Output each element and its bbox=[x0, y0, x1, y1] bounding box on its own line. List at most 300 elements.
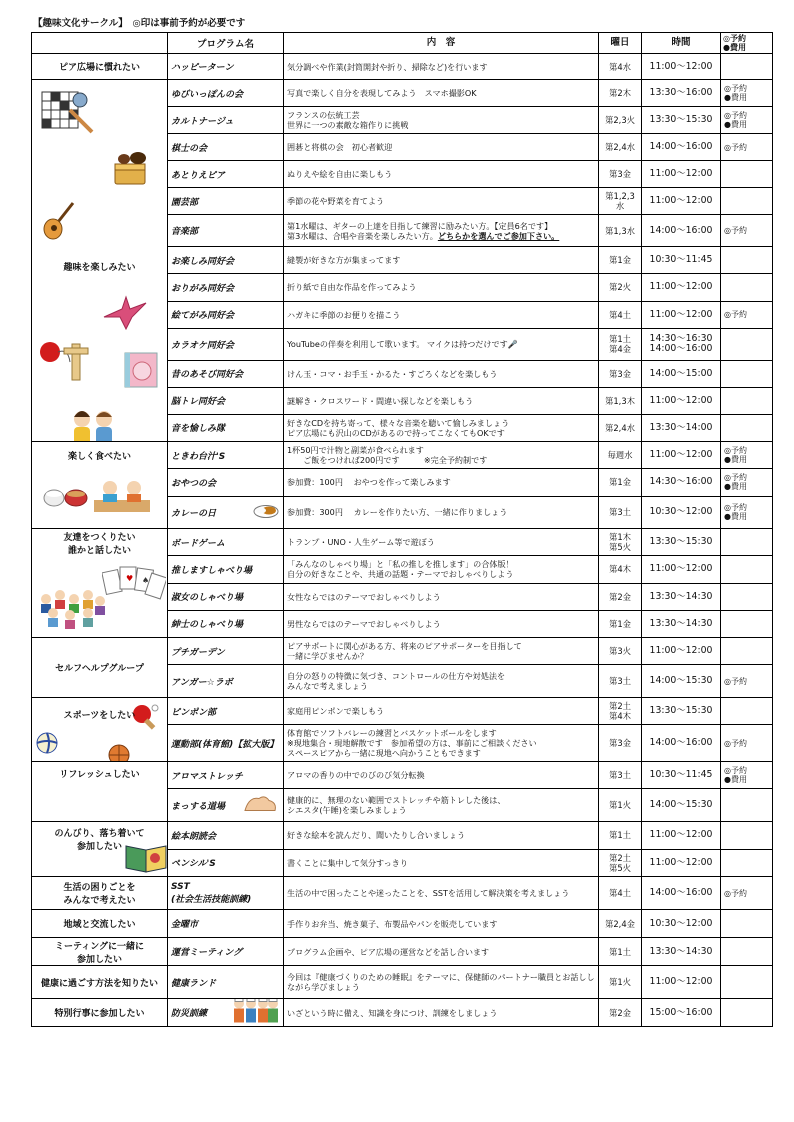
program-description: 男性ならではのテーマでおしゃべりしよう bbox=[287, 618, 441, 629]
category-label: 健康に過ごす方法を知りたい bbox=[40, 978, 158, 989]
program-name: あとりえピア bbox=[171, 170, 226, 181]
drill-illustration bbox=[231, 999, 279, 1027]
program-description: 健康的に、無理のない範囲でストレッチや筋トレした後は、 シエスタ(午睡)を楽しみましょう bbox=[287, 795, 506, 816]
program-description-cell bbox=[284, 442, 599, 469]
program-note-cell bbox=[721, 469, 773, 496]
program-day-cell bbox=[599, 161, 642, 188]
program-note-cell bbox=[721, 910, 773, 938]
program-description: 第1水曜は、ギターの上達を目指して練習に励みたい方。【定員6名です】 第3水曜は、合唱や音楽を楽しみたい方。 bbox=[287, 220, 553, 241]
program-description-cell bbox=[284, 414, 599, 441]
program-description-cell bbox=[284, 877, 599, 910]
program-name: ピンポン部 bbox=[171, 707, 217, 718]
program-time-cell bbox=[642, 161, 721, 188]
program-description-cell bbox=[284, 665, 599, 698]
program-note-cell bbox=[721, 529, 773, 556]
program-day: 第4土 bbox=[608, 309, 632, 320]
program-time: 14:00～15:00 bbox=[649, 367, 713, 379]
program-day: 第3金 bbox=[608, 738, 632, 749]
program-name: おやつの会 bbox=[171, 478, 217, 489]
program-time-cell bbox=[642, 414, 721, 441]
program-description: フランスの伝統工芸 世界に一つの素敵な箱作りに挑戦 bbox=[287, 110, 409, 131]
header-note-text: ◎予約 ●費用 bbox=[723, 34, 746, 52]
program-time-cell bbox=[642, 301, 721, 328]
program-time: 11:00～12:00 bbox=[649, 645, 713, 657]
program-note: ◎予約 bbox=[724, 226, 747, 236]
program-name-cell bbox=[168, 789, 284, 822]
cards-illustration bbox=[102, 563, 166, 604]
category-label: ミーティングに一緒に 参加したい bbox=[54, 941, 145, 965]
program-description-cell bbox=[284, 328, 599, 360]
program-day: 第1土 bbox=[608, 830, 632, 841]
program-day-cell bbox=[599, 556, 642, 583]
program-time: 10:30～11:45 bbox=[649, 254, 713, 266]
program-name-cell bbox=[168, 387, 284, 414]
program-time-cell bbox=[642, 247, 721, 274]
program-day-cell bbox=[599, 725, 642, 762]
cooks-illustration bbox=[92, 478, 152, 517]
program-name: アロマストレッチ bbox=[171, 771, 243, 782]
program-day: 第2土 第5火 bbox=[608, 852, 632, 873]
program-note-cell bbox=[721, 215, 773, 247]
program-name: お楽しみ同好会 bbox=[171, 256, 235, 267]
program-note: ◎予約 bbox=[724, 888, 747, 898]
program-description: 手作りお弁当、焼き菓子、布製品やパンを販売しています bbox=[287, 918, 498, 929]
program-time-cell bbox=[642, 360, 721, 387]
program-day-cell bbox=[599, 583, 642, 610]
program-time-cell bbox=[642, 107, 721, 134]
program-name-cell bbox=[168, 247, 284, 274]
program-note-cell bbox=[721, 247, 773, 274]
program-note-cell bbox=[721, 610, 773, 637]
program-description: 生活の中で困ったことや迷ったことを、SSTを活用して解決策を考えましょう bbox=[287, 888, 570, 898]
program-description: 季節の花や野菜を育てよう bbox=[287, 196, 385, 207]
program-time: 14:30～16:00 bbox=[649, 476, 713, 488]
program-note-cell bbox=[721, 999, 773, 1027]
program-description: 1杯50円で汁物と副菜が食べられます ご飯をつければ200円です ※完全予約制です bbox=[287, 445, 488, 466]
program-name-cell bbox=[168, 762, 284, 789]
program-note-cell bbox=[721, 107, 773, 134]
program-time: 13:30～15:30 bbox=[649, 705, 713, 717]
program-description: 囲碁と将棋の会 初心者歓迎 bbox=[287, 142, 393, 153]
program-day-cell bbox=[599, 387, 642, 414]
program-note-cell bbox=[721, 849, 773, 877]
program-day: 第3金 bbox=[608, 169, 632, 180]
program-day-cell bbox=[599, 301, 642, 328]
program-day: 第1火 bbox=[608, 800, 632, 811]
program-note: ◎予約 ●費用 bbox=[724, 473, 747, 492]
program-time: 14:00～16:00 bbox=[649, 887, 713, 898]
program-time: 14:00～15:30 bbox=[649, 675, 713, 687]
program-description-cell bbox=[284, 966, 599, 999]
muscle-illustration bbox=[243, 793, 279, 818]
program-day: 第1,2,3水 bbox=[605, 191, 635, 212]
table-row bbox=[32, 938, 773, 966]
program-description-cell bbox=[284, 638, 599, 665]
program-time-cell bbox=[642, 665, 721, 698]
program-name-cell bbox=[168, 54, 284, 80]
category-label: リフレッシュしたい bbox=[59, 770, 140, 780]
header-time: 時間 bbox=[642, 33, 721, 54]
program-time-cell bbox=[642, 469, 721, 496]
program-note-cell bbox=[721, 414, 773, 441]
program-description: 縫製が好きな方が集まってます bbox=[287, 255, 401, 266]
program-time-cell bbox=[642, 328, 721, 360]
program-description-cell bbox=[284, 849, 599, 877]
program-name: 健康ランド bbox=[171, 978, 217, 989]
program-time: 11:00～12:00 bbox=[649, 394, 713, 406]
category-cell bbox=[32, 762, 168, 822]
program-name-cell bbox=[168, 665, 284, 698]
goban-illustration bbox=[112, 150, 152, 191]
program-name-cell bbox=[168, 414, 284, 441]
program-time-cell bbox=[642, 529, 721, 556]
program-description: 好きな絵本を読んだり、聞いたりし合いましょう bbox=[287, 830, 466, 841]
program-time: 11:00～12:00 bbox=[649, 563, 713, 575]
program-day-cell bbox=[599, 638, 642, 665]
program-name: 脳トレ同好会 bbox=[171, 397, 226, 408]
program-day-cell bbox=[599, 910, 642, 938]
program-day: 第1火 bbox=[608, 977, 632, 987]
program-day-cell bbox=[599, 328, 642, 360]
table-row bbox=[32, 529, 773, 556]
program-note-cell bbox=[721, 638, 773, 665]
program-day-cell bbox=[599, 698, 642, 725]
program-day: 第1金 bbox=[608, 477, 632, 488]
program-time: 15:00～16:00 bbox=[649, 1006, 713, 1018]
program-time: 11:00～12:00 bbox=[649, 308, 713, 320]
program-time: 13:30～14:30 bbox=[649, 945, 713, 957]
program-day-cell bbox=[599, 789, 642, 822]
program-day-cell bbox=[599, 215, 642, 247]
program-description: 参加費：300円 カレーを作りたい方、一緒に作りましょう bbox=[287, 507, 508, 518]
program-name-cell bbox=[168, 80, 284, 107]
program-description: 好きなCDを持ち寄って、様々な音楽を聴いて愉しみましょう ピア広場にも沢山のCDがあるので持ってこなくてもOKです bbox=[287, 417, 510, 438]
program-name-cell bbox=[168, 274, 284, 301]
program-description: けん玉・コマ・お手玉・かるた・すごろくなどを楽しもう bbox=[287, 368, 498, 379]
program-name: 推しますしゃべり場 bbox=[171, 565, 253, 576]
table-header-row bbox=[32, 33, 773, 54]
program-time-cell bbox=[642, 556, 721, 583]
program-day: 第2,4金 bbox=[604, 918, 636, 929]
program-time: 14:00～16:00 bbox=[649, 737, 713, 749]
program-day: 毎週水 bbox=[607, 450, 633, 461]
program-time-cell bbox=[642, 725, 721, 762]
table-row bbox=[32, 698, 773, 725]
program-note: ◎予約 ●費用 bbox=[724, 503, 747, 522]
program-note: ◎予約 ●費用 bbox=[724, 766, 747, 785]
program-time-cell bbox=[642, 188, 721, 215]
category-label: 友達をつくりたい 誰かと話したい bbox=[63, 533, 136, 556]
program-note-cell bbox=[721, 442, 773, 469]
program-description: ハガキに季節のお便りを描こう bbox=[287, 309, 401, 320]
program-day: 第2土 第4木 bbox=[608, 701, 632, 722]
program-description-cell bbox=[284, 134, 599, 161]
volleyball-illustration bbox=[36, 732, 58, 757]
program-time-cell bbox=[642, 762, 721, 789]
program-name: 淑女のしゃべり場 bbox=[171, 593, 244, 604]
program-note-cell bbox=[721, 134, 773, 161]
program-time-cell bbox=[642, 822, 721, 850]
header-note bbox=[721, 33, 773, 54]
program-description-cell bbox=[284, 789, 599, 822]
program-description-cell bbox=[284, 910, 599, 938]
program-day: 第4土 bbox=[608, 888, 632, 898]
program-description: 女性ならではのテーマでおしゃべりしよう bbox=[287, 591, 441, 602]
program-description-cell bbox=[284, 725, 599, 762]
program-name: SST (社会生活技能訓練) bbox=[171, 881, 252, 905]
category-label: 生活の困りごとを みんなで考えたい bbox=[63, 883, 136, 906]
program-day-cell bbox=[599, 107, 642, 134]
category-label: ピア広場に慣れたい bbox=[58, 63, 140, 73]
program-day: 第2木 bbox=[608, 88, 632, 99]
program-day-cell bbox=[599, 54, 642, 80]
program-name-cell bbox=[168, 583, 284, 610]
program-name-cell bbox=[168, 638, 284, 665]
program-name-cell bbox=[168, 301, 284, 328]
program-day: 第1,3水 bbox=[604, 225, 636, 236]
program-name-cell bbox=[168, 215, 284, 247]
program-day-cell bbox=[599, 247, 642, 274]
program-day: 第3火 bbox=[608, 646, 632, 657]
category-cell bbox=[32, 966, 168, 999]
program-name: ペンシル'S bbox=[171, 859, 216, 870]
program-note-cell bbox=[721, 387, 773, 414]
program-description: ピアサポートに関心がある方、将来のピアサポーターを目指して 一緒に学びませんか？ bbox=[287, 641, 522, 662]
program-description-cell bbox=[284, 762, 599, 789]
program-time: 11:00～12:00 bbox=[649, 168, 713, 180]
program-note-cell bbox=[721, 496, 773, 528]
program-time: 10:30～11:45 bbox=[649, 769, 713, 781]
program-name-cell bbox=[168, 134, 284, 161]
program-name-cell bbox=[168, 442, 284, 469]
program-day: 第2金 bbox=[608, 591, 632, 602]
program-note: ◎予約 ●費用 bbox=[724, 84, 747, 103]
program-name: 運動部(体育館)【拡大版】 bbox=[171, 739, 279, 750]
program-name: 絵てがみ同好会 bbox=[171, 311, 235, 322]
program-day-cell bbox=[599, 414, 642, 441]
category-label: のんびり、落ち着いて 参加したい bbox=[54, 829, 145, 852]
program-description-cell bbox=[284, 54, 599, 80]
program-time: 11:00～12:00 bbox=[649, 856, 713, 868]
program-description: アロマの香りの中でのびのび気分転換 bbox=[287, 770, 425, 781]
table-row bbox=[32, 910, 773, 938]
program-day-cell bbox=[599, 665, 642, 698]
program-description: 書くことに集中して気分すっきり bbox=[287, 857, 408, 868]
program-description-cell bbox=[284, 274, 599, 301]
program-day: 第2金 bbox=[608, 1007, 632, 1018]
category-cell bbox=[32, 80, 168, 442]
page-header: 【趣味文化サークル】 ◎印は事前予約が必要です bbox=[33, 18, 246, 29]
program-time: 11:00～12:00 bbox=[649, 281, 713, 293]
program-name: アンガー☆ラボ bbox=[171, 677, 233, 688]
cdcase-illustration bbox=[122, 350, 160, 393]
program-time: 10:30～12:00 bbox=[649, 506, 713, 518]
program-description: 「みんなのしゃべり場」と「私の推しを推します」の合体版！ 自分の好きなことや、共通の話題・テーマでおしゃべりしよう bbox=[287, 559, 514, 580]
program-name: 昔のあそび同好会 bbox=[171, 370, 244, 381]
program-time-cell bbox=[642, 698, 721, 725]
program-name: 絵本朗読会 bbox=[171, 831, 217, 842]
program-note-cell bbox=[721, 698, 773, 725]
program-time: 11:00～12:00 bbox=[649, 449, 713, 461]
crowd-illustration bbox=[38, 585, 108, 634]
category-label: 楽しく食べたい bbox=[67, 451, 131, 462]
program-day-cell bbox=[599, 822, 642, 850]
header-category bbox=[32, 33, 168, 54]
crane-illustration bbox=[102, 295, 148, 334]
program-name-cell bbox=[168, 496, 284, 528]
program-day: 第4水 bbox=[608, 61, 632, 72]
table-row bbox=[32, 80, 773, 107]
program-day-cell bbox=[599, 80, 642, 107]
program-day-cell bbox=[599, 469, 642, 496]
program-description: 謎解き・クロスワード・間違い探しなどを楽しもう bbox=[287, 395, 474, 406]
program-time: 14:00～16:00 bbox=[649, 141, 713, 153]
program-time: 11:00～12:00 bbox=[649, 976, 713, 987]
program-name-cell bbox=[168, 938, 284, 966]
category-cell bbox=[32, 529, 168, 638]
program-description: 今回は『健康づくりのための睡眠』をテーマに、保健師のパートナー職員とお話しし ながら学びましょう bbox=[287, 972, 595, 992]
program-name-cell bbox=[168, 360, 284, 387]
table-row bbox=[32, 822, 773, 850]
header-program: プログラム名 bbox=[168, 33, 284, 54]
program-name: ときわ台汁'S bbox=[171, 451, 226, 462]
program-day-cell bbox=[599, 938, 642, 966]
program-description-cell bbox=[284, 188, 599, 215]
program-day-cell bbox=[599, 877, 642, 910]
program-note-cell bbox=[721, 274, 773, 301]
category-cell bbox=[32, 442, 168, 529]
program-name: 紳士のしゃべり場 bbox=[171, 620, 244, 631]
program-time-cell bbox=[642, 849, 721, 877]
program-day-cell bbox=[599, 529, 642, 556]
program-day-cell bbox=[599, 496, 642, 528]
program-time: 13:30～14:30 bbox=[649, 590, 713, 602]
guitar-illustration bbox=[42, 200, 76, 245]
program-note-cell bbox=[721, 822, 773, 850]
program-description: 自分の怒りの特徴に気づき、コントロールの仕方や対処法を みんなで考えましょう bbox=[287, 671, 506, 692]
program-time: 13:30～16:00 bbox=[649, 87, 713, 99]
table-row bbox=[32, 442, 773, 469]
category-cell bbox=[32, 822, 168, 877]
program-description: 気分調べや作業(封筒開封や折り、掃除など)を行います bbox=[287, 61, 488, 72]
program-note-cell bbox=[721, 966, 773, 999]
kendama-illustration bbox=[38, 338, 98, 387]
program-description-cell bbox=[284, 80, 599, 107]
program-name-cell bbox=[168, 877, 284, 910]
meal-illustration bbox=[42, 480, 90, 513]
program-day-cell bbox=[599, 610, 642, 637]
category-label: スポーツをしたい bbox=[63, 711, 136, 721]
program-day: 第2,3火 bbox=[604, 115, 636, 126]
program-description: プログラム企画や、ピア広場の運営などを話し合います bbox=[287, 946, 490, 957]
program-day: 第1金 bbox=[608, 618, 632, 629]
program-time-cell bbox=[642, 134, 721, 161]
program-description-cell bbox=[284, 247, 599, 274]
program-note-cell bbox=[721, 188, 773, 215]
category-label: 地域と交流したい bbox=[63, 920, 136, 930]
program-day-cell bbox=[599, 274, 642, 301]
category-cell bbox=[32, 638, 168, 698]
program-time-cell bbox=[642, 910, 721, 938]
program-time-cell bbox=[642, 80, 721, 107]
category-cell bbox=[32, 910, 168, 938]
program-description: いざという時に備え、知識を身につけ、訓練をしましょう bbox=[287, 1007, 498, 1018]
category-cell bbox=[32, 698, 168, 762]
program-time: 11:00～12:00 bbox=[649, 195, 713, 207]
program-description-cell bbox=[284, 107, 599, 134]
curry-illustration bbox=[253, 503, 279, 522]
table-row bbox=[32, 877, 773, 910]
program-description-cell bbox=[284, 583, 599, 610]
program-name: カルトナージュ bbox=[171, 116, 234, 127]
program-name: 音楽部 bbox=[171, 227, 199, 238]
table-row bbox=[32, 999, 773, 1027]
table-row bbox=[32, 54, 773, 80]
program-name-cell bbox=[168, 725, 284, 762]
program-description-cell bbox=[284, 529, 599, 556]
program-note-cell bbox=[721, 556, 773, 583]
program-time-cell bbox=[642, 938, 721, 966]
program-time-cell bbox=[642, 583, 721, 610]
program-day-cell bbox=[599, 849, 642, 877]
program-name-cell bbox=[168, 188, 284, 215]
basketball-illustration bbox=[108, 744, 130, 762]
program-note: ◎予約 bbox=[724, 142, 747, 152]
program-description: ぬりえや絵を自由に楽しもう bbox=[287, 169, 393, 180]
table-row bbox=[32, 966, 773, 999]
program-description-cell bbox=[284, 215, 599, 247]
program-name: ボードゲーム bbox=[171, 538, 225, 549]
program-description-cell bbox=[284, 496, 599, 528]
category-cell bbox=[32, 54, 168, 80]
program-day: 第4木 bbox=[608, 564, 632, 575]
program-day: 第3土 bbox=[608, 676, 632, 687]
program-name: プチガーデン bbox=[171, 647, 225, 658]
program-time-cell bbox=[642, 999, 721, 1027]
program-day: 第2,4水 bbox=[604, 142, 636, 153]
program-name-cell bbox=[168, 610, 284, 637]
program-name: 金曜市 bbox=[171, 920, 199, 930]
program-day: 第2火 bbox=[608, 282, 632, 293]
program-time: 14:30～16:30 14:00～16:00 bbox=[649, 333, 713, 355]
program-time-cell bbox=[642, 54, 721, 80]
program-time-cell bbox=[642, 789, 721, 822]
program-note-cell bbox=[721, 725, 773, 762]
program-note-cell bbox=[721, 161, 773, 188]
program-note: ◎予約 ●費用 bbox=[724, 111, 747, 130]
program-name-cell bbox=[168, 469, 284, 496]
program-description-cell bbox=[284, 161, 599, 188]
program-name: ゆびいっぽんの会 bbox=[171, 89, 244, 100]
program-day-cell bbox=[599, 134, 642, 161]
program-note: ◎予約 bbox=[724, 738, 747, 748]
program-day-cell bbox=[599, 999, 642, 1027]
program-note: ◎予約 ●費用 bbox=[724, 446, 747, 465]
program-note: ◎予約 bbox=[724, 676, 747, 686]
program-description-cell bbox=[284, 301, 599, 328]
program-day-cell bbox=[599, 188, 642, 215]
program-time-cell bbox=[642, 610, 721, 637]
program-description-cell bbox=[284, 698, 599, 725]
program-note-cell bbox=[721, 583, 773, 610]
category-label: 特別行事に参加したい bbox=[54, 1009, 145, 1019]
program-time-cell bbox=[642, 877, 721, 910]
program-note-cell bbox=[721, 360, 773, 387]
program-time: 14:00～15:30 bbox=[649, 799, 713, 811]
program-name: 棋士の会 bbox=[171, 143, 208, 154]
program-day-cell bbox=[599, 442, 642, 469]
program-name-cell bbox=[168, 849, 284, 877]
